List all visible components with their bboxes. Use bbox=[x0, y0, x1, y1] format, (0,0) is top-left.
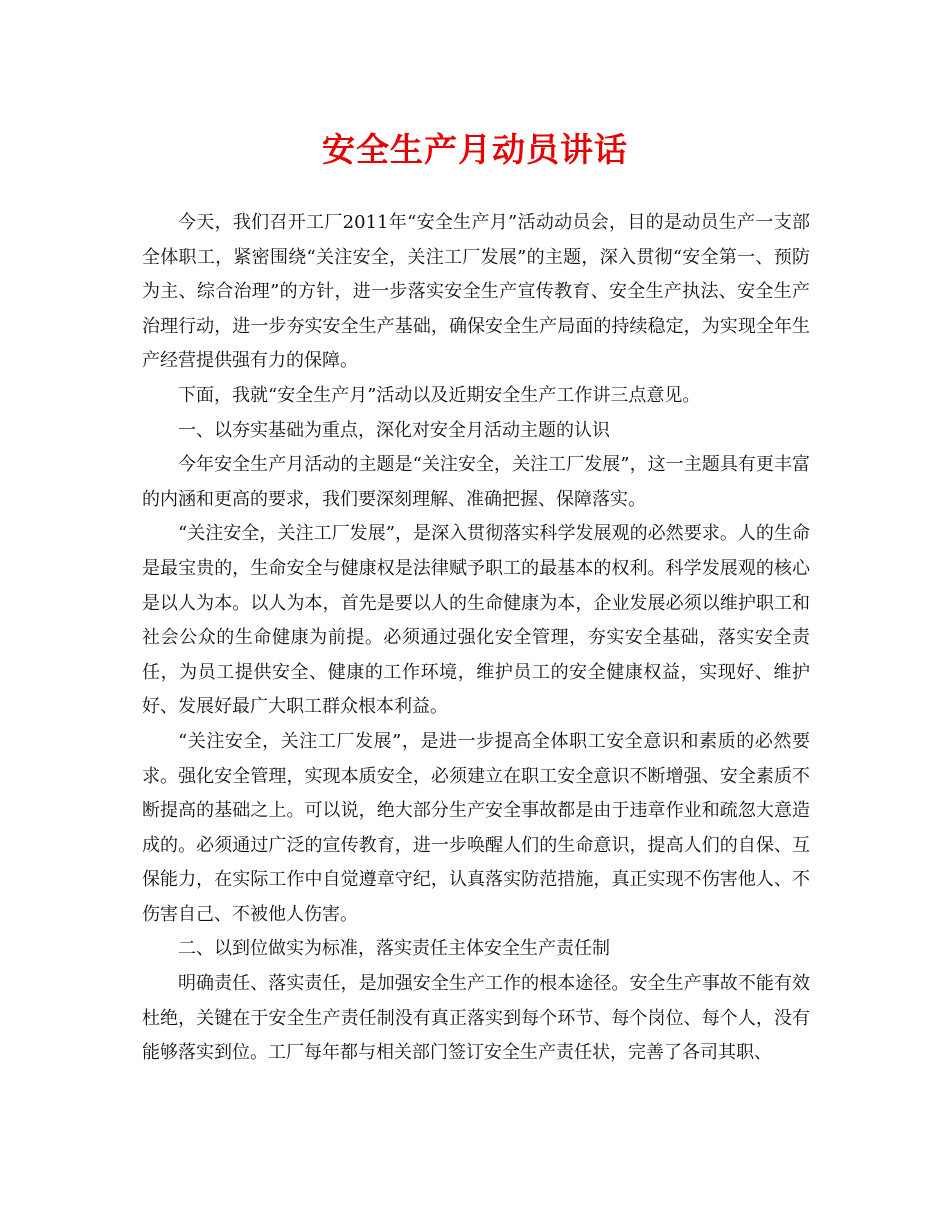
paragraph: “关注安全，关注工厂发展”，是进一步提高全体职工安全意识和素质的必然要求。强化安全管理，实现本质安全，必须建立在职工安全意识不断增强、安全素质不断提高的基础之上。可以说，绝大部分生产安全事故都是由于违章作业和疏忽大意造成的。必须通过广泛的宣传教育，进一步唤醒人们的生命意识，提高人们的自保、互保能力，在实际工作中自觉遵章守纪，认真落实防范措施，真正实现不伤害他人、不伤害自己、不被他人伤害。 bbox=[142, 730, 810, 925]
section-heading: 二、以到位做实为标准，落实责任主体安全生产责任制 bbox=[178, 938, 610, 960]
section-heading: 一、以夯实基础为重点，深化对安全月活动主题的认识 bbox=[178, 419, 610, 441]
document-title: 安全生产月动员讲话 bbox=[322, 130, 628, 169]
paragraph: 今天，我们召开工厂2011年“安全生产月”活动动员会，目的是动员生产一支部全体职工，紧密围绕“关注安全，关注工厂发展”的主题，深入贯彻“安全第一、预防为主、综合治理”的方针，进一步落实安全生产宣传教育、安全生产执法、安全生产治理行动，进一步夯实安全生产基础，确保安全生产局面的持续稳定，为实现全年生产经营提供强有力的保障。 bbox=[142, 212, 810, 372]
paragraph: 今年安全生产月活动的主题是“关注安全，关注工厂发展”，这一主题具有更丰富的内涵和更高的要求，我们要深刻理解、准确把握、保障落实。 bbox=[142, 454, 810, 510]
paragraph: 下面，我就“安全生产月”活动以及近期安全生产工作讲三点意见。 bbox=[178, 384, 701, 406]
paragraph: 明确责任、落实责任，是加强安全生产工作的根本途径。安全生产事故不能有效杜绝，关键在于安全生产责任制没有真正落实到每个环节、每个岗位、每个人，没有能够落实到位。工厂每年都与相关部门签订安全生产责任状，完善了各司其职、 bbox=[142, 973, 810, 1064]
document-body bbox=[142, 206, 810, 1071]
paragraph: “关注安全，关注工厂发展”，是深入贯彻落实科学发展观的必然要求。人的生命是最宝贵的，生命安全与健康权是法律赋予职工的最基本的权利。科学发展观的核心是以人为本。以人为本，首先是要以人的生命健康为本，企业发展必须以维护职工和社会公众的生命健康为前提。必须通过强化安全管理，夯实安全基础，落实安全责任，为员工提供安全、健康的工作环境，维护员工的安全健康权益，实现好、维护好、发展好最广大职工群众根本利益。 bbox=[142, 523, 810, 718]
